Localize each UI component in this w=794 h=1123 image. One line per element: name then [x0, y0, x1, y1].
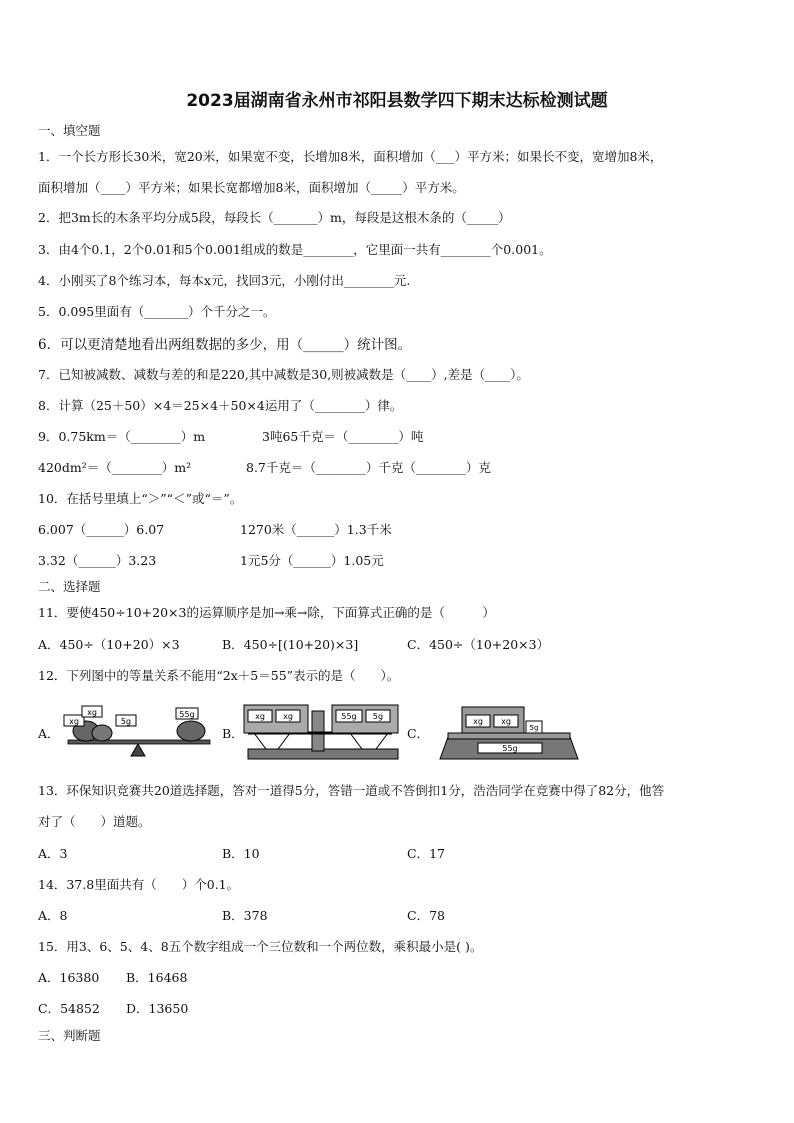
question-10-part-4: 1元5分（______）1.05元 [240, 553, 384, 568]
question-14-option-a: A．8 [38, 908, 68, 923]
question-9-part-4: 8.7千克＝（________）千克（________）克 [246, 460, 491, 475]
question-13-line-2: 对了（ ）道题。 [38, 814, 151, 829]
question-13-option-b: B．10 [222, 846, 260, 861]
question-4: 4．小刚买了8个练习本，每本x元，找回3元，小刚付出________元. [38, 273, 411, 288]
figure-c-label-xg-1: xg [473, 717, 483, 726]
figure-b-balance [238, 697, 404, 767]
question-12-label-c: C． [407, 726, 430, 741]
figure-a-label-xg-1: xg [69, 717, 79, 726]
question-10-part-3: 3.32（______）3.23 [38, 553, 157, 568]
figure-c-label-55g: 55g [502, 744, 518, 753]
question-8: 8．计算（25＋50）×4＝25×4＋50×4运用了（________）律。 [38, 398, 403, 413]
question-14-option-b: B．378 [222, 908, 268, 923]
question-9-part-3: 420dm²＝（________）m² [38, 460, 192, 475]
question-15-option-c: C．54852 [38, 1001, 100, 1016]
figure-c-label-xg-2: xg [501, 717, 511, 726]
question-9-part-1: 9．0.75km＝（________）m [38, 429, 206, 444]
section-fill-blank: 一、填空题 [38, 123, 101, 138]
question-12: 12．下列图中的等量关系不能用“2x＋5＝55”表示的是（ ）。 [38, 668, 400, 683]
question-9-part-2: 3吨65千克＝（________）吨 [262, 429, 424, 444]
question-13-option-a: A．3 [38, 846, 68, 861]
question-15: 15．用3、6、5、4、8五个数字组成一个三位数和一个两位数，乘积最小是( )。 [38, 939, 483, 954]
figure-c-scale [434, 697, 584, 767]
figure-a-seesaw [58, 700, 218, 764]
question-7: 7．已知被减数、减数与差的和是220,其中减数是30,则被减数是（____）,差是（____）。 [38, 367, 529, 382]
question-10-part-2: 1270米（______）1.3千米 [240, 522, 392, 537]
question-5: 5．0.095里面有（_______）个千分之一。 [38, 304, 276, 319]
question-10: 10．在括号里填上“＞”“＜”或“＝”。 [38, 491, 243, 506]
question-15-option-a: A．16380 [38, 970, 100, 985]
figure-a-label-5g: 5g [120, 717, 132, 726]
question-2: 2．把3m长的木条平均分成5段，每段长（_______）m，每段是这根木条的（_____） [38, 210, 511, 225]
question-3: 3．由4个0.1，2个0.01和5个0.001组成的数是________，它里面一共有________个0.001。 [38, 242, 552, 257]
page-title: 2023届湖南省永州市祁阳县数学四下期末达标检测试题 [186, 91, 608, 111]
question-13-line-1: 13．环保知识竞赛共20道选择题，答对一道得5分，答错一道或不答倒扣1分，浩浩同学在竞赛中得了82分，他答 [38, 783, 665, 798]
question-11: 11．要使450÷10+20×3的运算顺序是加→乘→除，下面算式正确的是（ ） [38, 605, 495, 620]
question-6: 6．可以更清楚地看出两组数据的多少，用（______）统计图。 [38, 337, 412, 353]
figure-c-label-5g: 5g [529, 724, 539, 732]
question-11-option-c: C．450÷（10+20×3） [407, 637, 550, 652]
question-12-label-a: A． [38, 726, 60, 741]
question-15-option-d: D．13650 [126, 1001, 189, 1016]
question-13-option-c: C．17 [407, 846, 445, 861]
figure-a-label-55g: 55g [179, 710, 195, 719]
figure-b-label-5g: 5g [372, 712, 384, 721]
question-15-option-b: B．16468 [126, 970, 188, 985]
question-12-label-b: B． [222, 726, 244, 741]
section-true-false: 三、判断题 [38, 1028, 101, 1043]
question-14-option-c: C．78 [407, 908, 445, 923]
section-choice: 二、选择题 [38, 579, 101, 594]
question-11-option-b: B．450÷[(10+20)×3] [222, 637, 359, 652]
figure-a-label-xg-2: xg [87, 708, 97, 717]
question-10-part-1: 6.007（______）6.07 [38, 522, 165, 537]
figure-b-label-xg-2: xg [283, 712, 293, 721]
question-1-line-1: 1．一个长方形长30米，宽20米，如果宽不变，长增加8米，面积增加（___）平方米；如果长不变，宽增加8米， [38, 149, 663, 164]
question-14: 14．37.8里面共有（ ）个0.1。 [38, 877, 240, 892]
figure-b-label-xg-1: xg [255, 712, 265, 721]
question-1-line-2: 面积增加（____）平方米；如果长宽都增加8米，面积增加（_____）平方米。 [38, 180, 465, 195]
figure-b-label-55g: 55g [341, 712, 357, 721]
question-11-option-a: A．450÷（10+20）×3 [38, 637, 180, 652]
